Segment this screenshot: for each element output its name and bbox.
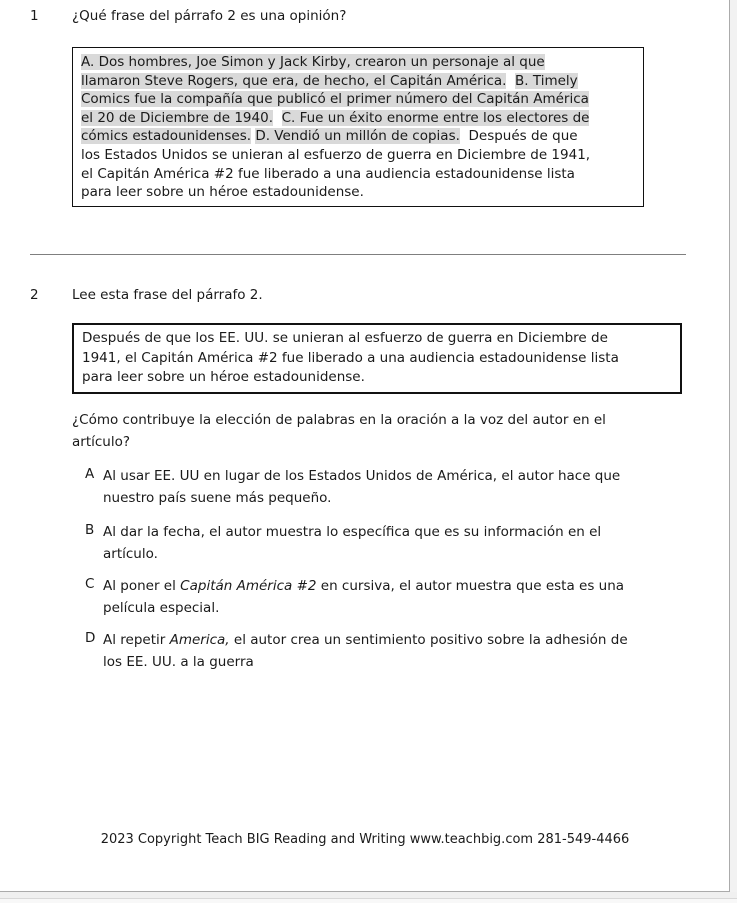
- option-b-text: Al dar la fecha, el autor muestra lo específica que es su información en el artículo.: [103, 524, 602, 562]
- question-2-stem: ¿Cómo contribuye la elección de palabras en la oración a la voz del autor en el artículo?: [72, 412, 606, 450]
- option-b-letter: B: [85, 522, 95, 538]
- option-c-letter: C: [85, 576, 95, 592]
- question-1-prompt: ¿Qué frase del párrafo 2 es una opinión?: [72, 8, 347, 24]
- option-c-text: Al poner el Capitán América #2 en cursiva, el autor muestra que esta es una película especial.: [103, 578, 625, 616]
- option-a-text: Al usar EE. UU en lugar de los Estados Unidos de América, el autor hace que nuestro país suene más pequeño.: [103, 468, 621, 506]
- question-2-prompt: Lee esta frase del párrafo 2.: [72, 287, 263, 303]
- next-page-edge: [0, 898, 737, 903]
- footer-copyright: 2023 Copyright Teach BIG Reading and Writing www.teachbig.com 281-549-4466: [100, 832, 630, 847]
- option-a-letter: A: [85, 466, 95, 482]
- question-1-passage-box: A. Dos hombres, Joe Simon y Jack Kirby, crearon un personaje al que llamaron Steve Rogers, que era, de hecho, el Capitán América. B. Timely Comics fue la compañía que publicó el primer número del Capitán América el 20 de Diciembre de 1940. C. Fue un éxito enorme entre los electores de cómics estadounidenses. D. Vendió un millón de copias. Después de que los Estados Unidos se unieran al esfuerzo de guerra en Diciembre de 1941, el Capitán América #2 fue liberado a una audiencia estadounidense lista para leer sobre un héroe estadounidense.: [72, 47, 644, 207]
- question-1-number: 1: [30, 8, 39, 24]
- option-d-letter: D: [85, 630, 96, 646]
- question-2-excerpt-box: Después de que los EE. UU. se unieran al esfuerzo de guerra en Diciembre de 1941, el Capitán América #2 fue liberado a una audiencia estadounidense lista para leer sobre un héroe estadounidense.: [72, 323, 682, 394]
- option-d-text: Al repetir America, el autor crea un sentimiento positivo sobre la adhesión de los EE. UU. a la guerra: [103, 632, 628, 670]
- question-2-number: 2: [30, 287, 39, 303]
- section-divider: [30, 254, 686, 255]
